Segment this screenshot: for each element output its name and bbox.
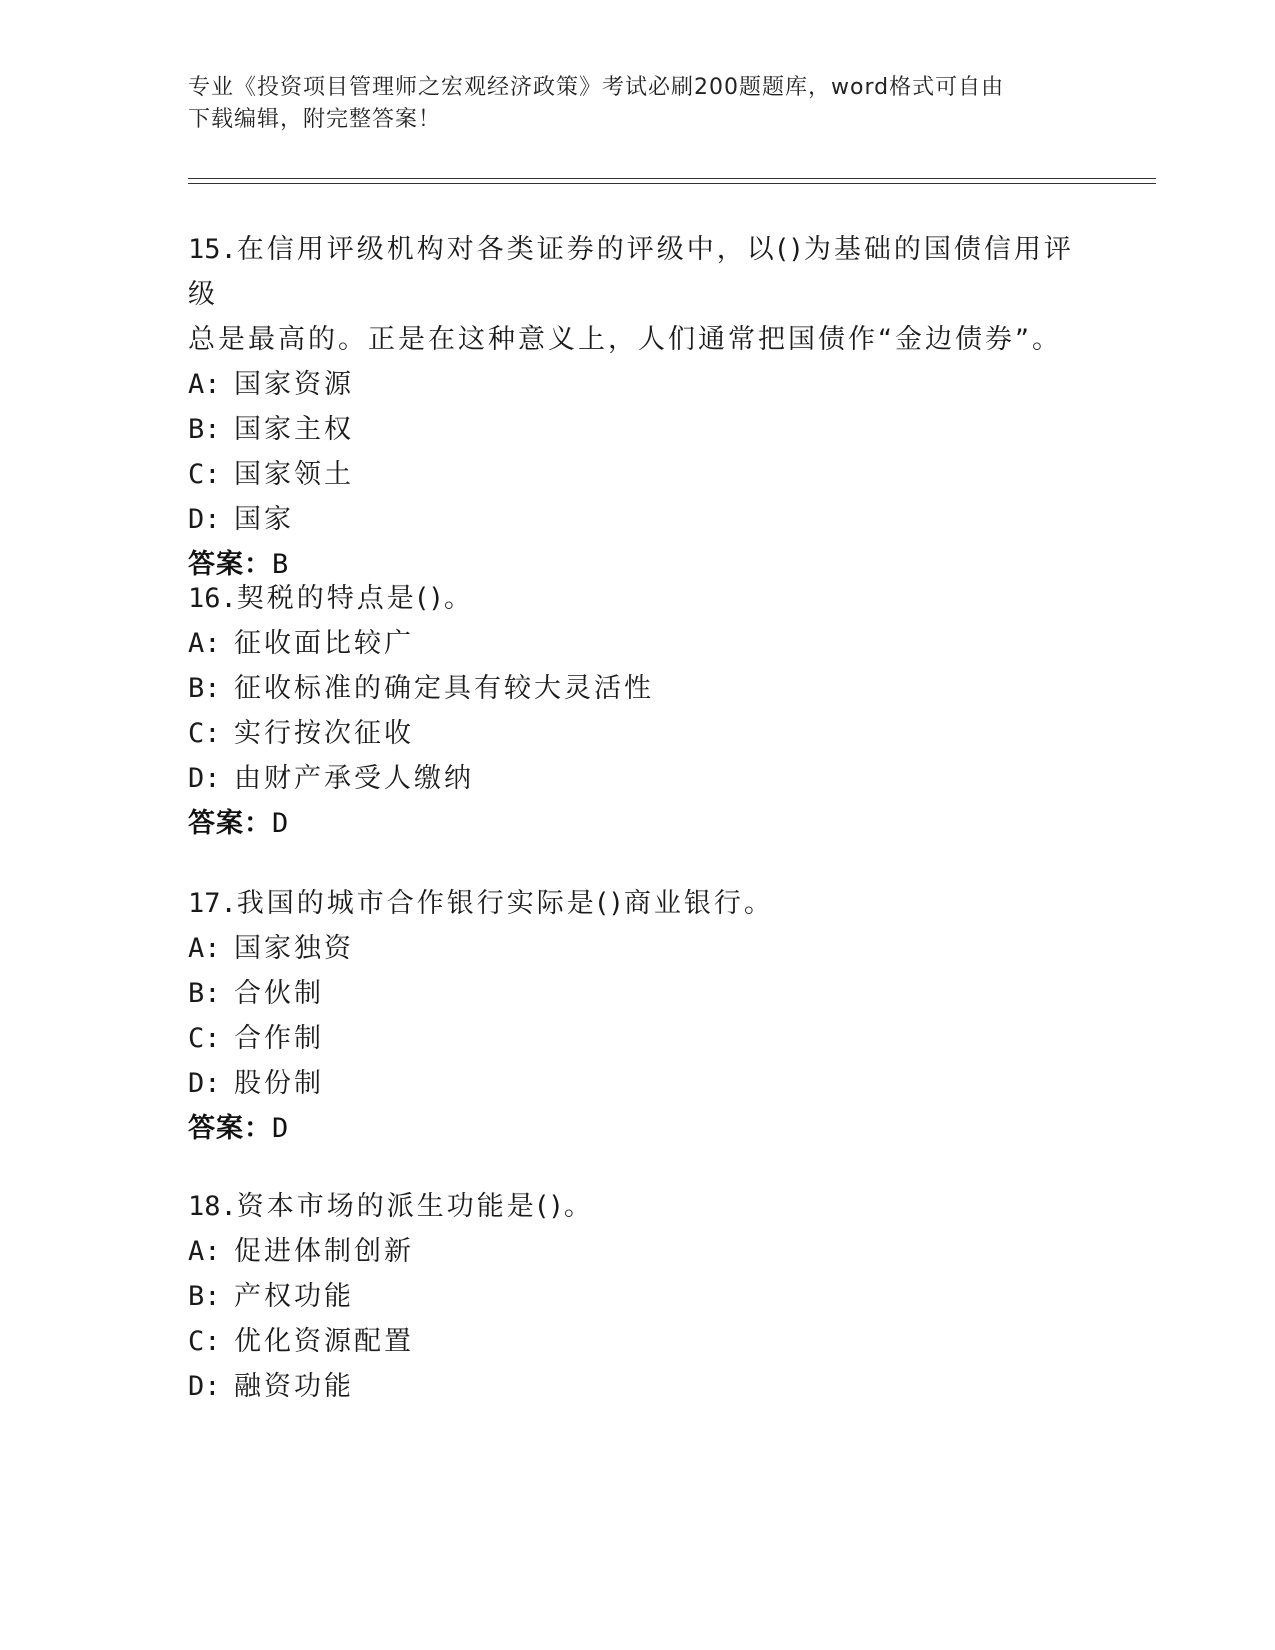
question-number: 17. <box>188 888 237 919</box>
option-key: B: <box>188 1281 221 1312</box>
option-key: D: <box>188 1371 221 1402</box>
option-a <box>188 926 1088 971</box>
question-stem-line-1: 契税的特点是()。 <box>236 583 474 614</box>
option-key: D: <box>188 1068 221 1099</box>
option-key: C: <box>188 1023 221 1054</box>
option-text: 由财产承受人缴纳 <box>234 763 474 794</box>
option-b <box>188 407 1088 452</box>
option-text: 产权功能 <box>234 1281 354 1312</box>
question-stem <box>188 576 1088 621</box>
option-text: 征收标准的确定具有较大灵活性 <box>234 673 654 704</box>
option-text: 合作制 <box>234 1023 324 1054</box>
option-key: C: <box>188 459 221 490</box>
option-c <box>188 711 1088 756</box>
option-d <box>188 497 1088 542</box>
header-line-1: 专业《投资项目管理师之宏观经济政策》考试必刷200题题库，word格式可自由 <box>188 75 1005 100</box>
option-text: 国家领土 <box>234 459 354 490</box>
header-divider-top <box>188 178 1156 179</box>
answer-label: 答案： <box>188 549 272 580</box>
option-text: 国家独资 <box>234 933 354 964</box>
option-c <box>188 1319 1088 1364</box>
question-stem-line-1: 资本市场的派生功能是()。 <box>236 1191 594 1222</box>
option-d <box>188 1061 1088 1106</box>
option-key: A: <box>188 933 221 964</box>
option-text: 国家主权 <box>234 414 354 445</box>
question-18 <box>188 1184 1088 1409</box>
answer-value: D <box>272 1113 290 1144</box>
option-d <box>188 756 1088 801</box>
answer-line <box>188 1106 1088 1151</box>
question-stem-line-1: 我国的城市合作银行实际是()商业银行。 <box>236 888 774 919</box>
option-text: 征收面比较广 <box>234 628 414 659</box>
option-key: D: <box>188 763 221 794</box>
option-text: 融资功能 <box>234 1371 354 1402</box>
answer-line <box>188 801 1088 846</box>
option-a <box>188 362 1088 407</box>
question-17 <box>188 881 1088 1151</box>
option-b <box>188 666 1088 711</box>
option-key: A: <box>188 369 221 400</box>
option-b <box>188 1274 1088 1319</box>
answer-value: B <box>272 549 290 580</box>
document-header <box>188 72 1088 136</box>
question-stem <box>188 1184 1088 1229</box>
option-key: B: <box>188 978 221 1009</box>
option-text: 实行按次征收 <box>234 718 414 749</box>
option-a <box>188 621 1088 666</box>
question-stem <box>188 227 1088 317</box>
option-key: C: <box>188 1326 221 1357</box>
option-key: B: <box>188 673 221 704</box>
question-number: 15. <box>188 234 237 265</box>
question-number: 18. <box>188 1191 237 1222</box>
answer-label: 答案： <box>188 1113 272 1144</box>
option-text: 股份制 <box>234 1068 324 1099</box>
option-text: 国家资源 <box>234 369 354 400</box>
answer-value: D <box>272 808 290 839</box>
question-16 <box>188 576 1088 846</box>
answer-label: 答案： <box>188 808 272 839</box>
header-divider-bottom <box>188 183 1156 184</box>
question-stem <box>188 881 1088 926</box>
option-text: 合伙制 <box>234 978 324 1009</box>
question-15 <box>188 227 1088 587</box>
question-stem-line-1: 在信用评级机构对各类证券的评级中，以()为基础的国债信用评级 <box>188 234 1074 310</box>
option-d <box>188 1364 1088 1409</box>
option-text: 促进体制创新 <box>234 1236 414 1267</box>
option-key: A: <box>188 628 221 659</box>
option-c <box>188 452 1088 497</box>
option-a <box>188 1229 1088 1274</box>
question-number: 16. <box>188 583 237 614</box>
option-text: 优化资源配置 <box>234 1326 414 1357</box>
option-c <box>188 1016 1088 1061</box>
header-line-2: 下载编辑，附完整答案！ <box>188 107 442 132</box>
question-stem-line-2: 总是最高的。正是在这种意义上，人们通常把国债作“金边债券”。 <box>188 324 1062 355</box>
option-key: A: <box>188 1236 221 1267</box>
option-key: B: <box>188 414 221 445</box>
option-text: 国家 <box>234 504 294 535</box>
option-key: D: <box>188 504 221 535</box>
option-key: C: <box>188 718 221 749</box>
option-b <box>188 971 1088 1016</box>
